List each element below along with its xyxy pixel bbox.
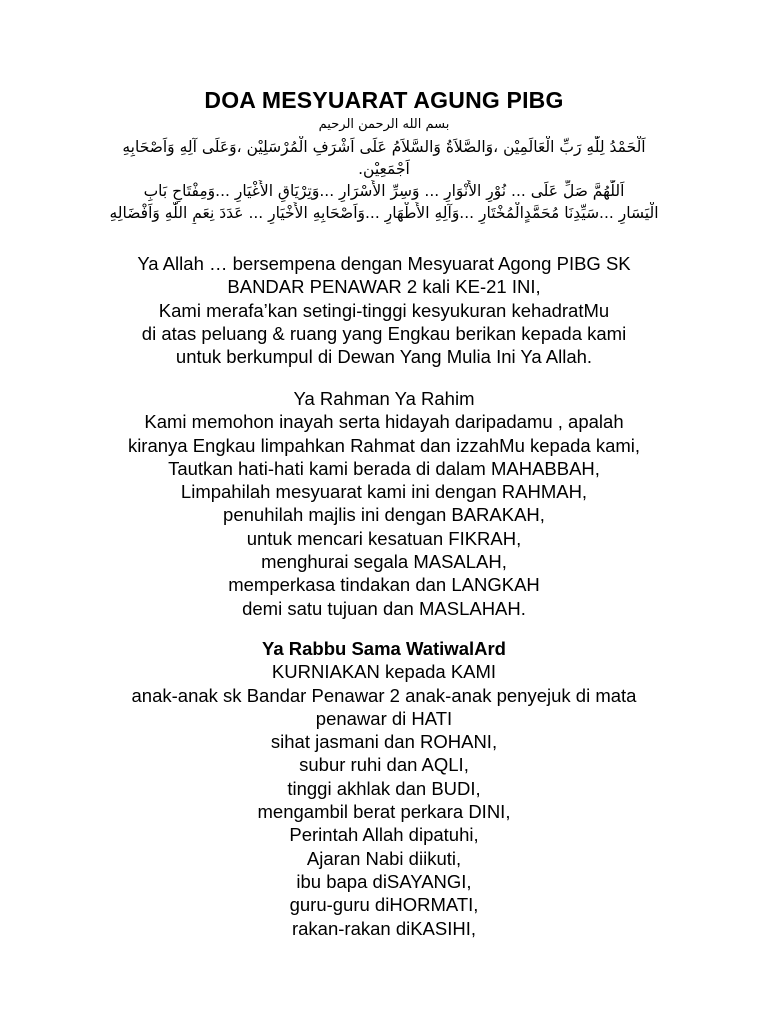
paragraph-3 bbox=[0, 637, 768, 940]
text-line: demi satu tujuan dan MASLAHAH. bbox=[242, 597, 526, 619]
text-line: subur ruhi dan AQLI, bbox=[299, 754, 469, 776]
text-line: tinggi akhlak dan BUDI, bbox=[287, 777, 481, 799]
text-line: penawar di HATI bbox=[315, 707, 453, 729]
text-line: Tautkan hati-hati kami berada di dalam MAHABBAH, bbox=[168, 457, 600, 479]
text-line: Perintah Allah dipatuhi, bbox=[289, 824, 479, 846]
text-line: rakan-rakan diKASIHI, bbox=[291, 917, 477, 939]
text-line: sihat jasmani dan ROHANI, bbox=[270, 731, 498, 753]
text-line: mengambil berat perkara DINI, bbox=[257, 801, 511, 823]
text-line: anak-anak sk Bandar Penawar 2 anak-anak penyejuk di mata bbox=[131, 684, 637, 706]
text-line: Kami merafa’kan setingi-tinggi kesyukuran kehadratMu bbox=[158, 299, 610, 321]
text-line: untuk mencari kesatuan FIKRAH, bbox=[246, 527, 522, 549]
text-line: guru-guru diHORMATI, bbox=[289, 894, 479, 916]
text-line: Ya Rahman Ya Rahim bbox=[293, 388, 475, 409]
text-line: menghurai segala MASALAH, bbox=[261, 551, 507, 573]
text-line: kiranya Engkau limpahkan Rahmat dan izzahMu kepada kami, bbox=[127, 434, 641, 456]
text-line: Limpahilah mesyuarat kami ini dengan RAHMAH, bbox=[180, 481, 588, 503]
bismillah-line: بسم الله الرحمن الرحيم bbox=[318, 117, 450, 132]
paragraph-1 bbox=[0, 252, 768, 368]
text-line: penuhilah majlis ini dengan BARAKAH, bbox=[223, 504, 545, 526]
paragraph-2 bbox=[0, 387, 768, 620]
text-line: KURNIAKAN kepada KAMI bbox=[271, 661, 497, 683]
arabic-line-3: اَللّٰهُمَّ صَلِّ عَلَى ... نُوْرِ الأَنْوَارِ ... وَسِرِّ الأَسْرَارِ ...وَتِرْيَاقِ الأَغْيَارِ ...وَمِفْتَاحِ بَابِ bbox=[143, 182, 625, 200]
text-line: BANDAR PENAWAR 2 kali KE-21 INI, bbox=[227, 276, 541, 298]
paragraph-3-heading: Ya Rabbu Sama WatiwalArd bbox=[262, 638, 506, 659]
text-line: di atas peluang & ruang yang Engkau berikan kepada kami bbox=[141, 322, 627, 344]
document-title: DOA MESYUARAT AGUNG PIBG bbox=[204, 87, 564, 113]
arabic-line-2: اَجْمَعِيْن. bbox=[358, 160, 410, 178]
arabic-line-4: الْيَسَارِ ...سَيِّدِنَا مُحَمَّدٍالْمُخْتَارِ ...وَآلِهِ الأَطْهَارِ ...وَاَصْحَابِهِ الأَخْيَارِ ... عَدَدَ نِعَمِ اللّٰهِ وَاَفْضَالِهِ bbox=[109, 204, 659, 222]
text-line: memperkasa tindakan dan LANGKAH bbox=[228, 574, 540, 596]
text-line: Kami memohon inayah serta hidayah daripadamu , apalah bbox=[144, 411, 624, 433]
arabic-line-1: اَلْحَمْدُ لِلّٰهِ رَبِّ الْعَالَمِيْن ،وَالصَّلاَةُ وَالسَّلاَمُ عَلَى اَشْرَفِ الْمُرْسَلِيْن ،وَعَلَى آلِهِ وَاَصْحَابِهِ bbox=[122, 138, 646, 156]
text-line: Ajaran Nabi diikuti, bbox=[306, 847, 462, 869]
text-line: ibu bapa diSAYANGI, bbox=[296, 870, 472, 892]
text-line: untuk berkumpul di Dewan Yang Mulia Ini Ya Allah. bbox=[175, 346, 593, 368]
text-line: Ya Allah … bersempena dengan Mesyuarat Agong PIBG SK bbox=[137, 253, 631, 274]
